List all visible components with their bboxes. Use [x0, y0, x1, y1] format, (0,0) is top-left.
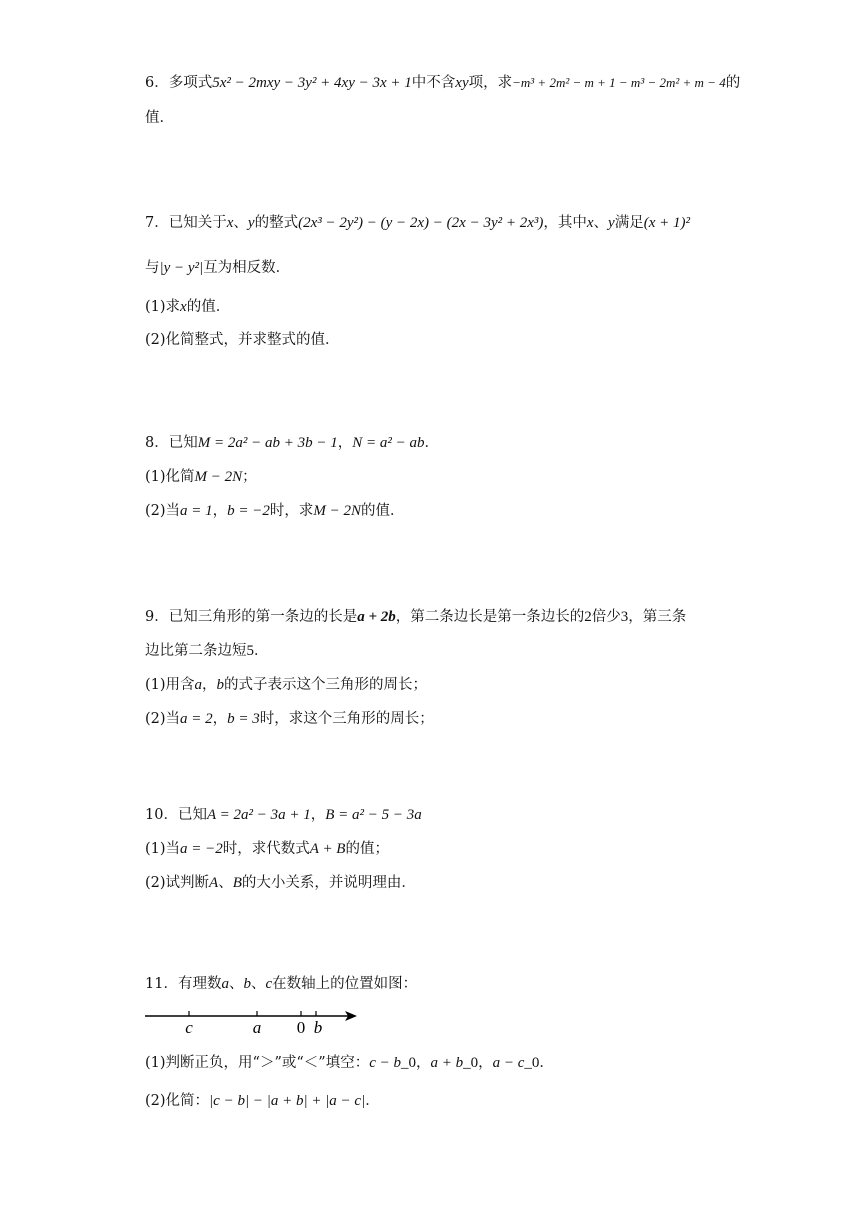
q10-part1 — [145, 838, 389, 860]
q7-part1-end: 的值． — [186, 299, 231, 315]
q11-var-a: a — [221, 976, 229, 992]
q11-part1-expr1: c − b — [369, 1055, 401, 1071]
q7-text-f: 互为相反数． — [203, 260, 291, 276]
q6-xy: xy — [455, 75, 469, 91]
q9-part2-text: 时，求这个三角形的周长； — [259, 711, 434, 727]
q11-blank3: _0 — [524, 1055, 540, 1071]
q8-part2-end: 的值． — [361, 503, 405, 519]
q7-part2: (2)化简整式，并求整式的值． — [145, 332, 340, 348]
q11-blank1: _0 — [400, 1055, 416, 1071]
q6-expression: −m³ + 2m² − m + 1 − m³ − 2m² + m − 4 — [512, 75, 726, 90]
label-a: a — [252, 1018, 262, 1036]
q8-part2-text: 时，求 — [269, 503, 314, 519]
q7-part1 — [145, 296, 230, 318]
q7-text-e: 与 — [145, 260, 160, 276]
q11-var-c: c — [265, 976, 273, 992]
q11-part2-expr: |c − b| − |a + b| + |a − c| — [209, 1093, 366, 1109]
q10-expr-b: B = a² − 5 − 3a — [325, 807, 422, 823]
label-c: c — [185, 1018, 193, 1036]
q10-part2-lead: (2)试判断 — [145, 875, 210, 891]
q8-part2 — [145, 500, 405, 522]
q11-part1-expr2: a + b — [430, 1055, 464, 1071]
q10-part1-text: 时，求代数式 — [222, 841, 310, 857]
q10-part1-a: a = −2 — [180, 841, 223, 857]
q8-part1-expr: M − 2N — [194, 469, 243, 485]
label-b: b — [313, 1018, 323, 1036]
q9-lead: 9．已知三角形的第一条边的长是 — [145, 609, 358, 625]
q11-sep1: 、 — [228, 976, 244, 992]
q9-part2 — [145, 708, 434, 730]
q10-part2 — [145, 872, 416, 894]
q8-part2-expr: M − 2N — [313, 503, 362, 519]
q7-sep2: 、 — [593, 215, 609, 231]
q11-part2-end: ． — [365, 1093, 380, 1109]
q7-var-x: x — [226, 215, 234, 231]
q8-part1-lead: (1)化简 — [145, 469, 195, 485]
q11-lead: 11．有理数 — [145, 976, 222, 992]
q7-line1 — [145, 212, 690, 234]
q7-part1-x: x — [180, 299, 187, 315]
q9-part1-b: b — [216, 677, 225, 693]
q9-line2-text: 边比第二条边短 — [145, 643, 247, 659]
q8-part2-comma: ， — [212, 503, 228, 519]
q11-part1-sep2: ， — [478, 1055, 493, 1071]
q9-part1-text: 的式子表示这个三角形的周长； — [224, 677, 428, 693]
q11-line1 — [145, 973, 417, 995]
q8-part1 — [145, 466, 257, 488]
q6-line1 — [145, 72, 740, 94]
q8-part1-end: ； — [242, 469, 257, 485]
q7-sep: 、 — [233, 215, 248, 231]
q9-part2-a: a = 2 — [180, 711, 213, 727]
q7-expression: (2x³ − 2y²) − (y − 2x) − (2x − 3y² + 2x³) — [298, 215, 544, 231]
q7-line2 — [145, 257, 290, 279]
q9-part2-lead: (2)当 — [145, 711, 181, 727]
q8-comma: ， — [337, 435, 353, 451]
q6-text-d: 的 — [725, 75, 741, 91]
q10-part1-lead: (1)当 — [145, 841, 181, 857]
q11-part2 — [145, 1090, 380, 1112]
q9-num3: 3 — [620, 609, 629, 625]
q9-line1 — [145, 606, 686, 628]
q6-line2: 值． — [145, 110, 174, 126]
q9-part1-lead: (1)用含 — [145, 677, 195, 693]
q9-line2-end: ． — [254, 643, 269, 659]
q6-polynomial: 5x² − 2mxy − 3y² + 4xy − 3x + 1 — [212, 75, 412, 91]
q7-lead: 7．已知关于 — [145, 215, 227, 231]
q10-part2-text: 的大小关系，并说明理由． — [241, 875, 416, 891]
q7-text-b: 的整式 — [254, 215, 299, 231]
q9-part1 — [145, 674, 427, 696]
q8-expr-m: M = 2a² − ab + 3b − 1 — [197, 435, 338, 451]
q10-part2-sep: 、 — [218, 875, 233, 891]
q11-text-b: 在数轴上的位置如图： — [272, 976, 418, 992]
q9-text-b: ，第二条边长是第一条边长的 — [395, 609, 585, 625]
q7-text-c: ，其中 — [543, 215, 587, 231]
q11-part2-lead: (2)化简： — [145, 1093, 210, 1109]
q6-lead: 6．多项式 — [145, 75, 213, 91]
q10-comma: ， — [310, 807, 326, 823]
q9-line2 — [145, 640, 269, 662]
q8-part2-a: a = 1 — [180, 503, 213, 519]
q11-part1-lead: (1)判断正负，用“＞”或“＜”填空： — [145, 1055, 370, 1071]
q6-text-c: 项，求 — [468, 75, 513, 91]
q9-side: a + 2b — [357, 609, 396, 625]
q9-num5: 5 — [246, 643, 254, 659]
q8-part2-lead: (2)当 — [145, 503, 181, 519]
q11-part1-sep1: ， — [415, 1055, 431, 1071]
q9-part1-a: a — [194, 677, 203, 693]
q10-part1-end: 的值； — [345, 841, 389, 857]
q10-lead: 10．已知 — [145, 807, 207, 823]
q8-end: ． — [424, 435, 439, 451]
label-zero: 0 — [296, 1018, 306, 1036]
q9-part2-comma: ， — [212, 711, 228, 727]
q11-sep2: 、 — [250, 976, 266, 992]
q10-part2-B: B — [232, 875, 242, 891]
number-line — [143, 1004, 363, 1036]
q9-text-d: ，第三条 — [628, 609, 687, 625]
q11-part1 — [145, 1052, 554, 1074]
q7-var-y2: y — [608, 215, 615, 231]
q9-text-c: 倍少 — [591, 609, 621, 625]
q11-var-b: b — [243, 976, 251, 992]
q11-part1-expr3: a − c — [492, 1055, 525, 1071]
q7-var-x2: x — [586, 215, 594, 231]
q7-text-d: 满足 — [614, 215, 644, 231]
q9-part2-b: b = 3 — [227, 711, 260, 727]
q8-lead: 8．已知 — [145, 435, 198, 451]
q7-condition1: (x + 1)² — [643, 215, 690, 231]
q10-line1 — [145, 804, 422, 826]
q11-blank2: _0 — [463, 1055, 479, 1071]
q7-var-y: y — [247, 215, 255, 231]
q7-part1-lead: (1)求 — [145, 299, 181, 315]
q9-part1-comma: ， — [202, 677, 217, 693]
q6-text-b: 中不含 — [411, 75, 456, 91]
q10-expr-a: A = 2a² − 3a + 1 — [206, 807, 311, 823]
q9-num2: 2 — [584, 609, 592, 625]
q8-line1 — [145, 432, 439, 454]
q10-part2-A: A — [209, 875, 219, 891]
q11-part1-end: ． — [539, 1055, 554, 1071]
q8-part2-b: b = −2 — [227, 503, 270, 519]
q10-part1-sum: A + B — [309, 841, 346, 857]
q7-condition2: |y − y²| — [159, 260, 204, 276]
q8-expr-n: N = a² − ab — [352, 435, 425, 451]
